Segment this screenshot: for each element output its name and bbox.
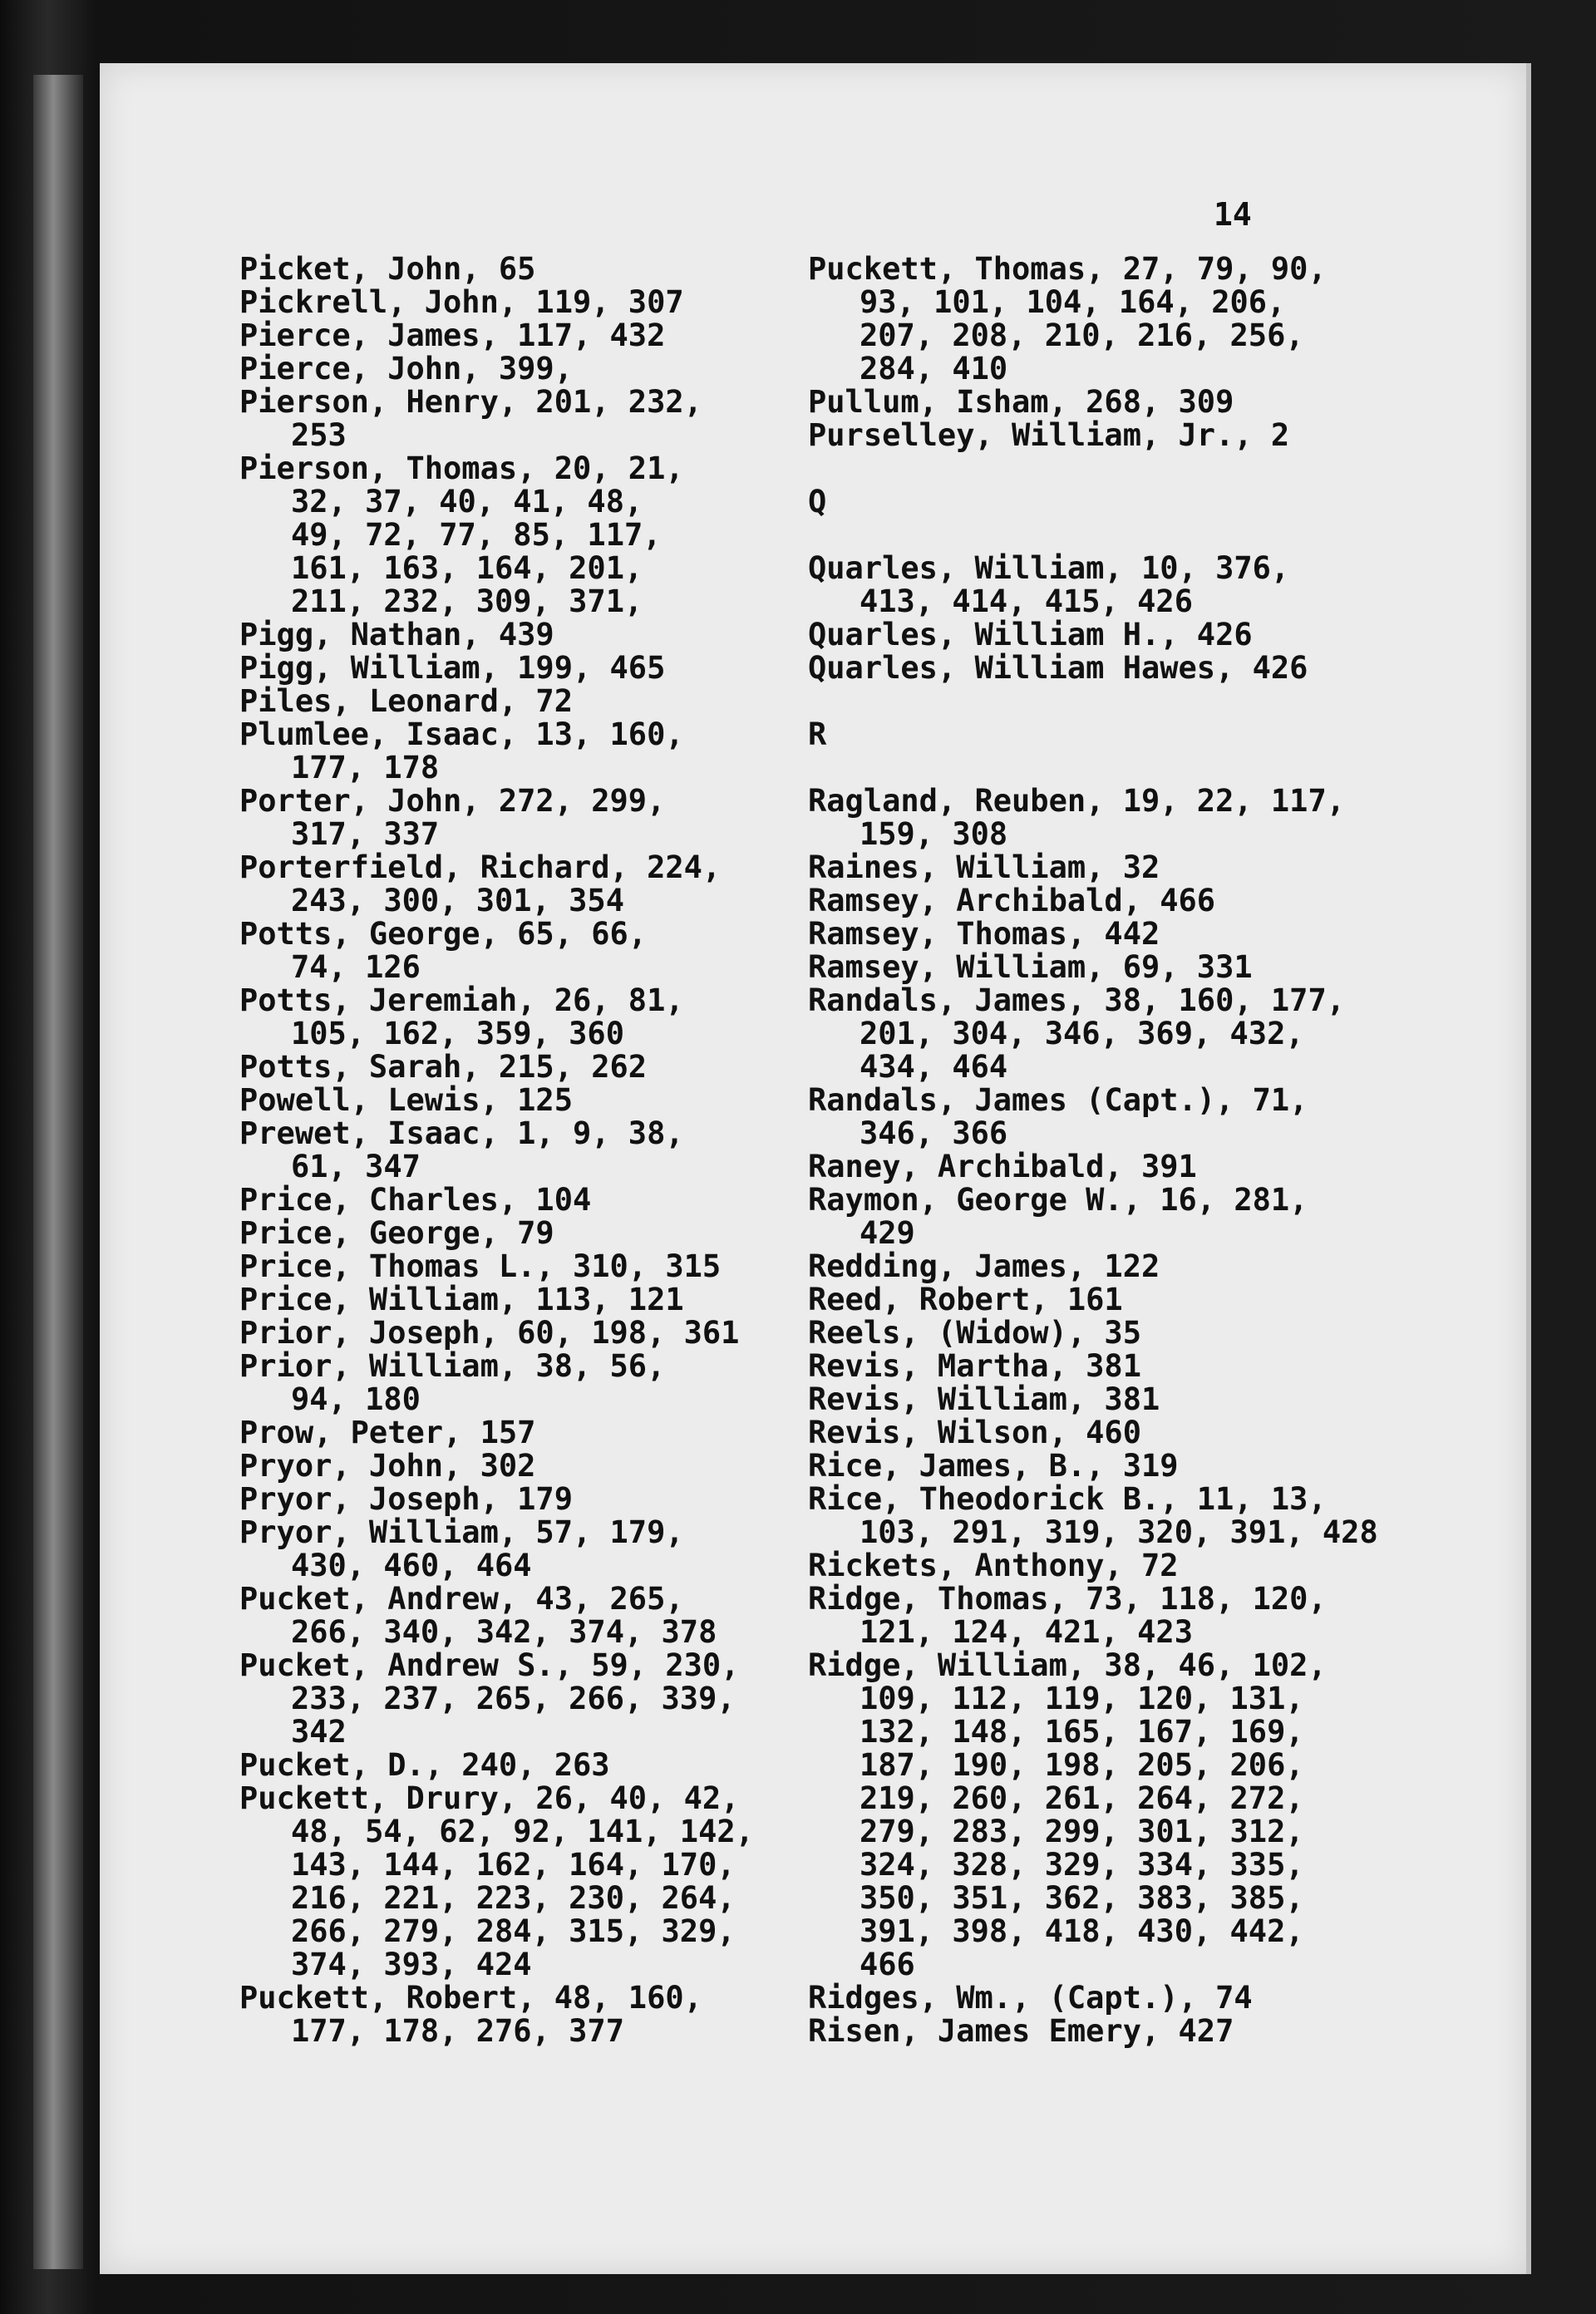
entry-name-line: Ridges, Wm., (Capt.), 74 [808,1980,1253,2016]
index-entry [808,1350,1440,1383]
entry-name-line: Pucket, Andrew, 43, 265, [239,1581,684,1617]
entry-name-line: Puckett, Thomas, 27, 79, 90, [808,251,1327,287]
index-entry [239,984,821,1051]
entry-name-line: Pryor, William, 57, 179, [239,1514,684,1550]
index-entry [239,1283,821,1317]
index-entry [239,718,821,785]
entry-continuation-line: 48, 54, 62, 92, 141, 142, [291,1814,754,1849]
entry-name-line: Price, Charles, 104 [239,1182,592,1218]
entry-name-line: Ramsey, Thomas, 442 [808,916,1160,952]
index-entry [239,1084,821,1117]
index-entry [808,2015,1440,2048]
index-entry [239,652,821,685]
index-entry [239,1649,821,1749]
entry-name-line: Reed, Robert, 161 [808,1282,1123,1317]
entry-continuation-line: 32, 37, 40, 41, 48, [291,484,643,519]
entry-name-line: Potts, Jeremiah, 26, 81, [239,982,684,1018]
index-entry [239,452,821,618]
index-entry [808,1150,1440,1184]
entry-name-line: Ridge, William, 38, 46, 102, [808,1647,1327,1683]
index-entry [239,685,821,718]
entry-name-line: Randals, James (Capt.), 71, [808,1082,1308,1118]
entry-name-line: Pickrell, John, 119, 307 [239,284,684,320]
entry-continuation-line: 94, 180 [291,1381,421,1417]
index-entry [808,1250,1440,1283]
index-entry [239,352,821,386]
index-entry [239,1350,821,1416]
index-entry [239,1982,821,2048]
entry-name-line: Porterfield, Richard, 224, [239,849,722,885]
entry-continuation-line: 207, 208, 210, 216, 256, [860,318,1304,353]
entry-name-line: Revis, Wilson, 460 [808,1415,1141,1450]
entry-continuation-line: 177, 178, 276, 377 [291,2013,624,2049]
entry-name-line: Pierson, Henry, 201, 232, [239,384,702,420]
entry-continuation-line: 391, 398, 418, 430, 442, [860,1913,1304,1949]
index-entry [239,1184,821,1217]
index-entry [808,253,1440,386]
entry-name-line: Porter, John, 272, 299, [239,783,666,819]
entry-name-line: Potts, Sarah, 215, 262 [239,1049,648,1085]
index-entry [239,851,821,918]
entry-continuation-line: 434, 464 [860,1049,1008,1085]
entry-name-line: Pigg, Nathan, 439 [239,617,554,652]
index-entry [808,984,1440,1084]
entry-continuation-line: 74, 126 [291,949,421,985]
entry-name-line: Ridge, Thomas, 73, 118, 120, [808,1581,1327,1617]
entry-continuation-line: 324, 328, 329, 334, 335, [860,1847,1304,1883]
book-binding-edge [33,75,83,2269]
entry-continuation-line: 279, 283, 299, 301, 312, [860,1814,1304,1849]
index-entry [239,1416,821,1450]
entry-continuation-line: 374, 393, 424 [291,1947,532,1982]
index-entry [239,1317,821,1350]
entry-continuation-line: 121, 124, 421, 423 [860,1614,1193,1650]
index-entry [808,652,1440,685]
index-entry [808,1982,1440,2015]
index-entry [239,319,821,352]
entry-name-line: Pryor, John, 302 [239,1448,536,1484]
entry-name-line: Pucket, D., 240, 263 [239,1747,610,1783]
index-entry [239,286,821,319]
index-entry [239,253,821,286]
entry-name-line: Pullum, Isham, 268, 309 [808,384,1234,420]
entry-name-line: Prewet, Isaac, 1, 9, 38, [239,1115,684,1151]
index-entry [239,1450,821,1483]
entry-continuation-line: 216, 221, 223, 230, 264, [291,1880,736,1916]
entry-name-line: Raymon, George W., 16, 281, [808,1182,1308,1218]
entry-continuation-line: 132, 148, 165, 167, 169, [860,1714,1304,1750]
entry-name-line: Reels, (Widow), 35 [808,1315,1141,1351]
entry-continuation-line: 266, 279, 284, 315, 329, [291,1913,736,1949]
index-entry [239,1782,821,1982]
left-index-column [239,253,821,2048]
index-entry [239,386,821,452]
section-letter-heading: Q [808,484,827,519]
entry-continuation-line: 211, 232, 309, 371, [291,583,643,619]
index-entry [239,1749,821,1782]
entry-name-line: Prior, Joseph, 60, 198, 361 [239,1315,740,1351]
index-entry [808,884,1440,918]
index-entry [808,1084,1440,1150]
entry-name-line: Revis, Martha, 381 [808,1348,1141,1384]
entry-name-line: Piles, Leonard, 72 [239,683,573,719]
entry-name-line: Picket, John, 65 [239,251,536,287]
entry-continuation-line: 243, 300, 301, 354 [291,883,624,918]
index-entry [239,785,821,851]
entry-name-line: Risen, James Emery, 427 [808,2013,1234,2049]
index-entry [808,1583,1440,1649]
index-entry [808,918,1440,951]
section-letter-heading: R [808,716,827,752]
entry-name-line: Prow, Peter, 157 [239,1415,536,1450]
index-entry [808,618,1440,652]
entry-name-line: Randals, James, 38, 160, 177, [808,982,1346,1018]
entry-name-line: Pierce, James, 117, 432 [239,318,666,353]
entry-name-line: Rice, James, B., 319 [808,1448,1179,1484]
entry-continuation-line: 219, 260, 261, 264, 272, [860,1780,1304,1816]
index-entry [239,918,821,984]
entry-name-line: Raines, William, 32 [808,849,1160,885]
entry-continuation-line: 430, 460, 464 [291,1548,532,1583]
index-entry [808,1317,1440,1350]
entry-name-line: Prior, William, 38, 56, [239,1348,666,1384]
right-index-column [808,253,1440,2048]
entry-continuation-line: 317, 337 [291,816,440,852]
index-entry [239,1250,821,1283]
entry-name-line: Ramsey, Archibald, 466 [808,883,1216,918]
entry-name-line: Price, Thomas L., 310, 315 [239,1248,722,1284]
entry-continuation-line: 350, 351, 362, 383, 385, [860,1880,1304,1916]
entry-continuation-line: 177, 178 [291,750,440,785]
entry-name-line: Puckett, Robert, 48, 160, [239,1980,702,2016]
index-entry [239,1051,821,1084]
index-entry [808,1184,1440,1250]
index-entry [808,1549,1440,1583]
index-entry [808,1416,1440,1450]
entry-continuation-line: 187, 190, 198, 205, 206, [860,1747,1304,1783]
entry-name-line: Pucket, Andrew S., 59, 230, [239,1647,740,1683]
entry-continuation-line: 105, 162, 359, 360 [291,1016,624,1051]
index-entry [239,1117,821,1184]
entry-continuation-line: 103, 291, 319, 320, 391, 428 [860,1514,1378,1550]
entry-name-line: Quarles, William, 10, 376, [808,550,1290,586]
page-number: 14 [1214,196,1252,233]
index-entry [808,785,1440,851]
index-entry [239,1583,821,1649]
index-entry [239,618,821,652]
entry-continuation-line: 429 [860,1215,915,1251]
entry-continuation-line: 93, 101, 104, 164, 206, [860,284,1286,320]
index-entry [239,1516,821,1583]
index-entry [808,851,1440,884]
entry-continuation-line: 159, 308 [860,816,1008,852]
entry-name-line: Rickets, Anthony, 72 [808,1548,1179,1583]
entry-continuation-line: 49, 72, 77, 85, 117, [291,517,662,553]
entry-continuation-line: 342 [291,1714,347,1750]
index-entry [808,1450,1440,1483]
entry-name-line: Quarles, William Hawes, 426 [808,650,1308,686]
entry-name-line: Raney, Archibald, 391 [808,1149,1197,1184]
entry-name-line: Pigg, William, 199, 465 [239,650,666,686]
entry-continuation-line: 346, 366 [860,1115,1008,1151]
index-page [100,63,1531,2274]
index-entry [808,552,1440,618]
entry-continuation-line: 413, 414, 415, 426 [860,583,1193,619]
index-entry [808,419,1440,452]
entry-continuation-line: 61, 347 [291,1149,421,1184]
index-entry [808,951,1440,984]
entry-name-line: Price, William, 113, 121 [239,1282,684,1317]
index-entry [808,1383,1440,1416]
entry-name-line: Ramsey, William, 69, 331 [808,949,1253,985]
entry-name-line: Quarles, William H., 426 [808,617,1253,652]
entry-name-line: Purselley, William, Jr., 2 [808,417,1290,453]
entry-name-line: Rice, Theodorick B., 11, 13, [808,1481,1327,1517]
index-entry [808,1483,1440,1549]
index-entry [239,1217,821,1250]
entry-continuation-line: 143, 144, 162, 164, 170, [291,1847,736,1883]
entry-name-line: Ragland, Reuben, 19, 22, 117, [808,783,1346,819]
entry-continuation-line: 266, 340, 342, 374, 378 [291,1614,717,1650]
entry-name-line: Pierce, John, 399, [239,351,573,386]
entry-name-line: Puckett, Drury, 26, 40, 42, [239,1780,740,1816]
entry-name-line: Pierson, Thomas, 20, 21, [239,450,684,486]
entry-name-line: Revis, William, 381 [808,1381,1160,1417]
entry-name-line: Potts, George, 65, 66, [239,916,648,952]
entry-continuation-line: 466 [860,1947,915,1982]
entry-continuation-line: 109, 112, 119, 120, 131, [860,1681,1304,1716]
entry-continuation-line: 233, 237, 265, 266, 339, [291,1681,736,1716]
entry-continuation-line: 161, 163, 164, 201, [291,550,643,586]
index-entry [808,1283,1440,1317]
index-entry [808,1649,1440,1982]
entry-name-line: Price, George, 79 [239,1215,554,1251]
entry-continuation-line: 284, 410 [860,351,1008,386]
entry-continuation-line: 253 [291,417,347,453]
index-entry [808,386,1440,419]
entry-continuation-line: 201, 304, 346, 369, 432, [860,1016,1304,1051]
entry-name-line: Powell, Lewis, 125 [239,1082,573,1118]
index-entry [239,1483,821,1516]
entry-name-line: Plumlee, Isaac, 13, 160, [239,716,684,752]
entry-name-line: Redding, James, 122 [808,1248,1160,1284]
entry-name-line: Pryor, Joseph, 179 [239,1481,573,1517]
